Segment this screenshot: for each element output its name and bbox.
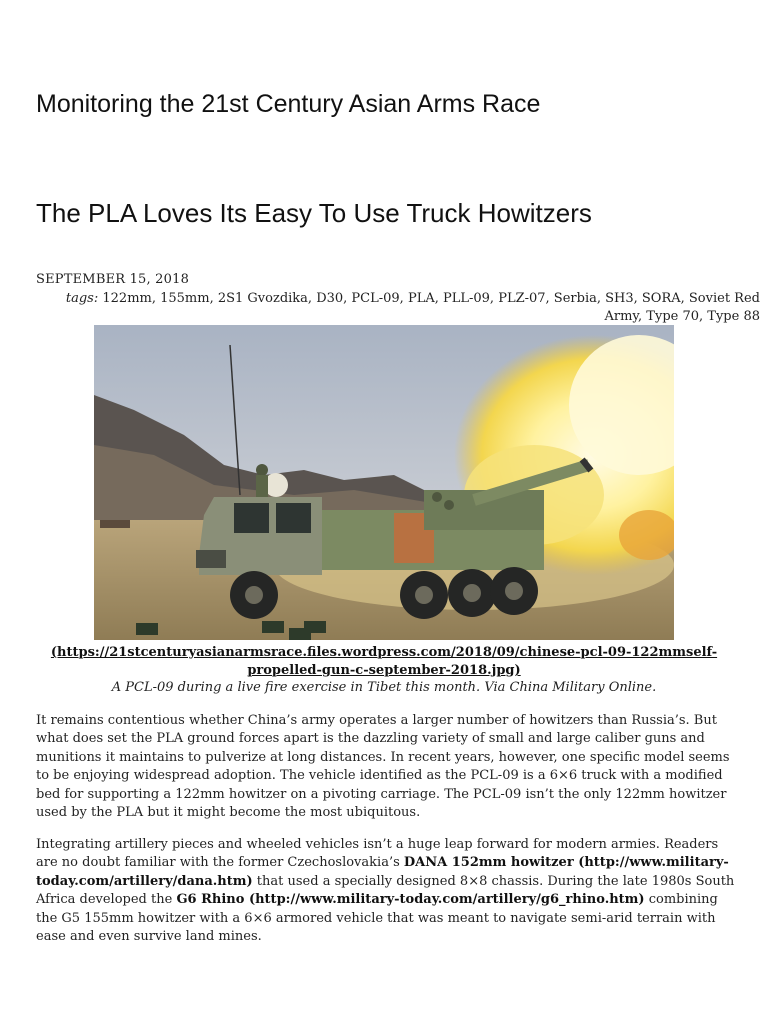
site-title[interactable]: Monitoring the 21st Century Asian Arms Race (36, 90, 541, 118)
tags-label: tags: (65, 291, 99, 306)
image-source-link[interactable]: (https://21stcenturyasianarmsrace.files.wordpress.com/2018/09/chinese-pcl-09-122mmself-propelled-gun-c-september-2018.jpg) (50, 645, 718, 678)
post-date: SEPTEMBER 15, 2018 (36, 272, 190, 287)
paragraph-2-text-a: Integrating artillery pieces and wheeled vehicles isn’t a huge leap forward for modern armies. Readers are no doubt familiar with the former Czechoslovakia’s (36, 837, 719, 871)
paragraph-2-text-c: combining the G5 155mm howitzer with a 6×6 armored vehicle that was meant to navigate semi-arid terrain with ease and even survive land mines. (36, 892, 718, 945)
g6-rhino-link[interactable]: G6 Rhino (http://www.military-today.com/artillery/g6_rhino.htm) (176, 892, 645, 908)
image-caption: A PCL-09 during a live fire exercise in Tibet this month. Via China Military Online. (111, 680, 657, 695)
post-title: The PLA Loves Its Easy To Use Truck Howitzers (36, 198, 592, 228)
tags-list[interactable]: 122mm, 155mm, 2S1 Gvozdika, D30, PCL-09, PLA, PLL-09, PLZ-07, Serbia, SH3, SORA, Soviet Red Army, Type 70, Type 88 (102, 291, 760, 324)
dana-howitzer-link[interactable]: DANA 152mm howitzer (http://www.military-today.com/artillery/dana.htm) (36, 855, 729, 889)
howitzer-photo[interactable] (94, 325, 674, 640)
post-tags (36, 290, 760, 326)
article-paragraph-2 (36, 836, 736, 946)
article-paragraph-1: It remains contentious whether China’s army operates a larger number of howitzers than Russia’s. But what does set the PLA ground forces apart is the dazzling variety of small and large caliber guns and munitions it maintains to pulverize at long distances. In recent years, however, one specific model seems to be enjoying widespread adoption. The vehicle identified as the PCL-09 is a 6×6 truck with a modified bed for supporting a 122mm howitzer on a pivoting carriage. The PCL-09 isn’t the only 122mm howitzer used by the PLA but it might become the most ubiquitous. (36, 713, 730, 821)
paragraph-2-text-b: that used a specially designed 8×8 chassis. During the late 1980s South Africa developed the (36, 873, 735, 908)
